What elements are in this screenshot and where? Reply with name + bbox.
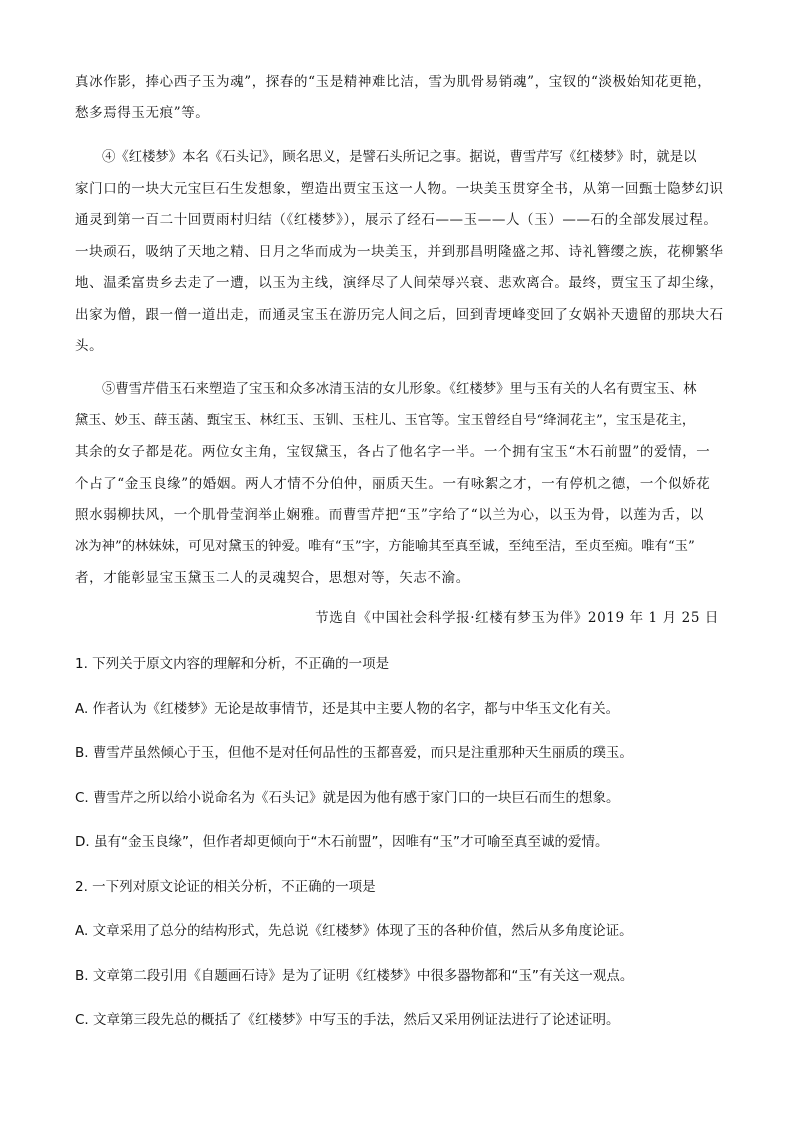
question-1-option-b: B. 曹雪芹虽然倾心于玉，但他不是对任何品性的玉都喜爱，而只是注重那种天生丽质的璞玉。 [75, 745, 633, 761]
question-1-option-a: A. 作者认为《红楼梦》无论是故事情节，还是其中主要人物的名字，都与中华玉文化有关。 [75, 701, 620, 717]
question-1-option-c: C. 曹雪芹之所以给小说命名为《石头记》就是因为他有感于家门口的一块巨石而生的想象。 [75, 790, 620, 806]
passage-line: ⑤曹雪芹借玉石来塑造了宝玉和众多冰清玉洁的女儿形象。《红楼梦》里与玉有关的人名有贾宝玉、林 [102, 382, 697, 397]
passage-line: 一块顽石，吸纳了天地之精、日月之华而成为一块美玉，并到那昌明隆盛之邦、诗礼簪缨之族，花柳繁华 [75, 244, 724, 260]
passage-line: 家门口的一块大元宝巨石生发想象，塑造出贾宝玉这一人物。一块美玉贯穿全书，从第一回甄士隐梦幻识 [75, 181, 724, 197]
passage-line: 通灵到第一百二十回贾雨村归结（《红楼梦》），展示了经石——玉——人（玉）——石的全部发展过程。 [75, 212, 718, 228]
passage-line: 出家为僧，跟一僧一道出走，而通灵宝玉在游历完人间之后，回到青埂峰变回了女娲补天遗留的那块大石 [75, 307, 724, 323]
question-1-stem: 1. 下列关于原文内容的理解和分析，不正确的一项是 [75, 656, 390, 672]
question-2-option-a: A. 文章采用了总分的结构形式，先总说《红楼梦》体现了玉的各种价值，然后从多角度论证。 [75, 923, 633, 939]
passage-line: 冰为神”的林妹妹，可见对黛玉的钟爱。唯有“玉”字，方能喻其至真至诚，至纯至洁，至贞至痴。唯有“玉” [75, 539, 695, 554]
passage-line: 者，才能彰显宝玉黛玉二人的灵魂契合，思想对等，矢志不渝。 [75, 570, 470, 586]
passage-line: ④《红楼梦》本名《石头记》，顾名思义，是譬石头所记之事。据说，曹雪芹写《红楼梦》时，就是以 [102, 150, 697, 165]
passage-line: 真冰作影，捧心西子玉为魂”，探春的“玉是精神难比洁，雪为肌骨易销魂”，宝钗的“淡极始知花更艳， [75, 74, 712, 90]
question-1-option-d: D. 虽有“金玉良缘”，但作者却更倾向于“木石前盟”，因唯有“玉”才可喻至真至诚的爱情。 [75, 834, 609, 850]
question-2-option-b: B. 文章第二段引用《自题画石诗》是为了证明《红楼梦》中很多器物都和“玉”有关这一观点。 [75, 968, 634, 984]
passage-line: 黛玉、妙玉、薛玉菡、甄宝玉、林红玉、玉钏、玉柱儿、玉官等。宝玉曾经自号“绛洞花主”，宝玉是花主， [75, 413, 696, 428]
question-2-option-c: C. 文章第三段先总的概括了《红楼梦》中写玉的手法，然后又采用例证法进行了论述证明。 [75, 1012, 620, 1028]
passage-line: 其余的女子都是花。两位女主角，宝钗黛玉，各占了他名字一半。一个拥有宝玉“木石前盟”的爱情，一 [75, 444, 711, 460]
passage-line: 头。 [75, 338, 104, 354]
passage-line: 地、温柔富贵乡去走了一遭，以玉为主线，演绎尽了人间荣辱兴衰、悲欢离合。最终，贾宝玉了却尘缘， [75, 275, 724, 291]
passage-line: 愁多焉得玉无痕”等。 [75, 105, 210, 121]
passage-line: 照水弱柳扶风，一个肌骨莹润举止娴雅。而曹雪芹把“玉”字给了“以兰为心，以玉为骨，以莲为舌，以 [75, 507, 704, 523]
source-citation: 节选自《中国社会科学报·红楼有梦玉为伴》2019 年 1 月 25 日 [315, 610, 719, 626]
question-2-stem: 2. 一下列对原文论证的相关分析，不正确的一项是 [75, 879, 376, 895]
passage-line: 个占了“金玉良缘”的婚姻。两人才情不分伯仲，丽质天生。一有咏絮之才，一有停机之德，一个似娇花 [75, 476, 711, 492]
